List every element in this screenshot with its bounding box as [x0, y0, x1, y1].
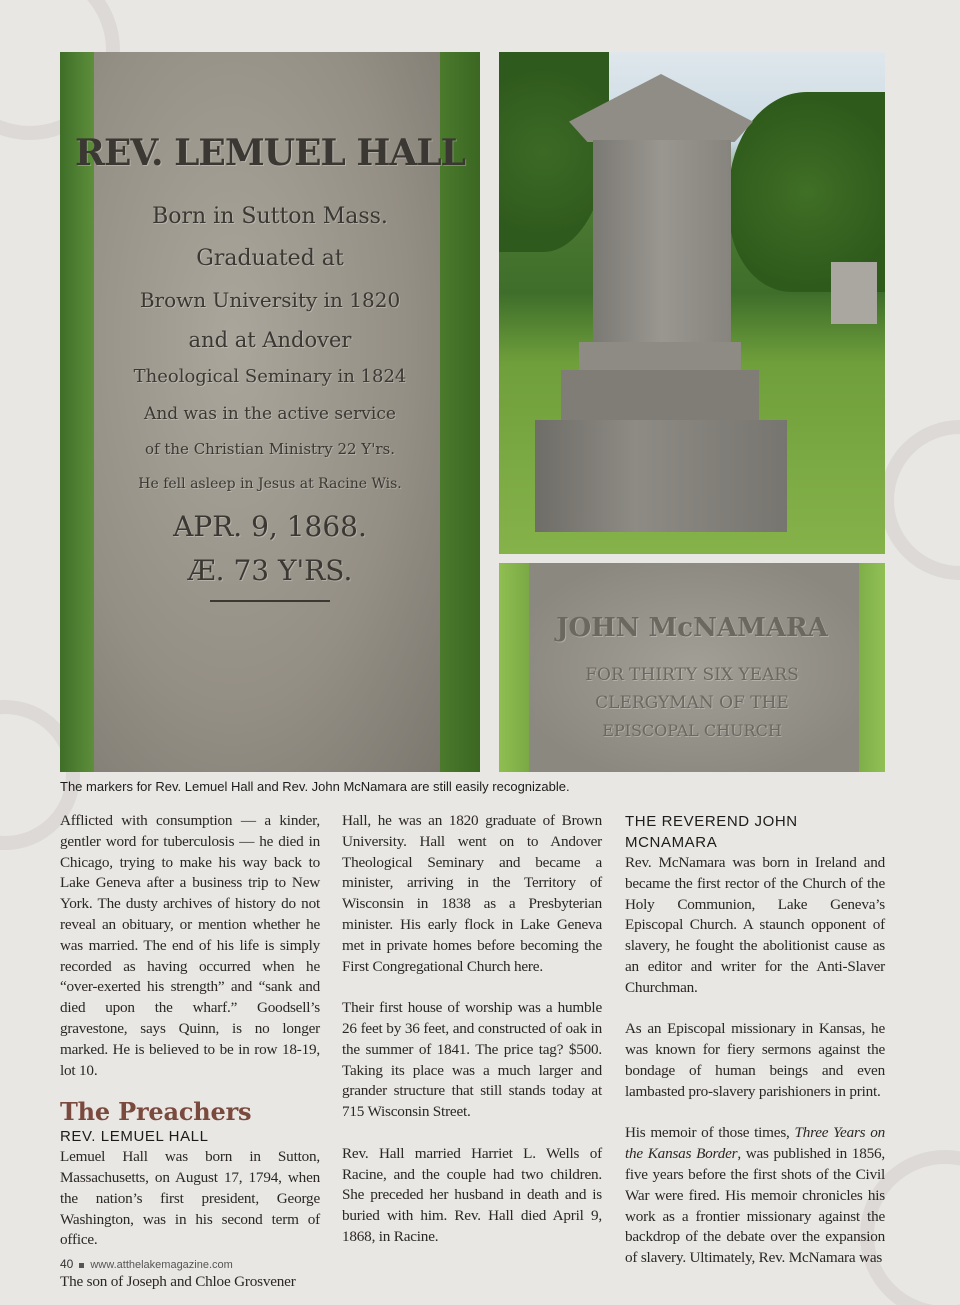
small-headstone	[831, 262, 877, 324]
photo-caption: The markers for Rev. Lemuel Hall and Rev. John McNamara are still easily recognizable.	[60, 779, 570, 794]
paragraph: As an Episcopal missionary in Kansas, he was known for fiery sermons against the bondage of human beings and even lambasted pro-slavery parishioners in print.	[625, 1020, 885, 1100]
hall-gravestone-photo	[60, 52, 480, 772]
paragraph: Their first house of worship was a humble 26 feet by 36 feet, and constructed of oak in the summer of 1841. The price tag? $500. Taking its place was a much larger and grander structure that still stands today at 715 Wisconsin Street.	[342, 999, 602, 1121]
article-column-3	[625, 811, 885, 1290]
mcnamara-stone-photo	[499, 563, 885, 772]
section-title: The Preachers	[60, 1097, 252, 1127]
page-footer	[60, 1257, 233, 1271]
paragraph: The son of Joseph and Chloe Grosvener	[60, 1272, 296, 1290]
book-title: Three Years on the Kansas Border	[625, 1124, 885, 1163]
hall-stone-line: Born in Sutton Mass.	[152, 204, 388, 229]
footer-url[interactable]: www.atthelakemagazine.com	[90, 1259, 233, 1271]
paragraph	[625, 1123, 885, 1269]
hall-stone-line: He fell asleep in Jesus at Racine Wis.	[138, 476, 402, 492]
paragraph-text: , was published in 1856, five years before the first shots of the Civil War were fired. His memoir chronicles his work as a frontier missionary against the backdrop of the debate over the expansion of slavery. Ultimately, Rev. McNamara was	[625, 1145, 885, 1267]
paragraph: Afflicted with consumption — a kinder, gentler word for tuberculosis — he died in Chicago, trying to make his way back to Lake Geneva after a business trip to New York. The dusty archives of history do not reveal an obituary, or mention whether he was married. The end of his life is simply recorded as having occurred when he “over-exerted his strength” and “sank and died upon the wharf.” Goodsell’s gravestone, says Quinn, is no longer marked. He is believed to be in row 18-19, lot 10.	[60, 812, 320, 1079]
hall-stone-line: and at Andover	[188, 328, 352, 352]
mcnamara-stone-line: JOHN McNAMARA	[556, 613, 828, 643]
hall-stone-line: And was in the active service	[144, 404, 396, 424]
monument-photo	[499, 52, 885, 554]
background-ornament	[880, 420, 960, 580]
monument-base-3	[535, 420, 787, 532]
monument-shaft	[593, 140, 731, 350]
paragraph: Rev. McNamara was born in Ireland and became the first rector of the Church of the Holy Communion, Lake Geneva’s Episcopal Church. A staunch opponent of slavery, he fought the abolitionist cause as an editor and writer for the Anti-Slaver Churchman.	[625, 854, 885, 996]
page-number: 40	[60, 1257, 74, 1271]
hall-stone-line: Theological Seminary in 1824	[133, 366, 407, 387]
subhead: REV. LEMUEL HALL	[60, 1128, 209, 1146]
article-column-2	[342, 811, 602, 1269]
hall-stone-line: Graduated at	[196, 246, 344, 271]
hall-stone-divider	[210, 600, 330, 602]
monument-base-2	[561, 370, 759, 424]
mcnamara-stone-line: CLERGYMAN OF THE	[595, 693, 789, 713]
subhead: THE REVEREND JOHN MCNAMARA	[625, 813, 798, 851]
paragraph: Rev. Hall married Harriet L. Wells of Racine, and the couple had two children. She preceded her husband in death and is buried with him. Rev. Hall died April 9, 1868, in Racine.	[342, 1144, 602, 1245]
mcnamara-stone-line: FOR THIRTY SIX YEARS	[585, 665, 799, 685]
hall-stone-line: of the Christian Ministry 22 Y'rs.	[145, 440, 395, 458]
hall-stone-line: APR. 9, 1868.	[173, 510, 367, 543]
hall-stone-line: Brown University in 1820	[139, 288, 401, 312]
mcnamara-stone-line: EPISCOPAL CHURCH	[602, 721, 782, 740]
paragraph: Lemuel Hall was born in Sutton, Massachusetts, on August 17, 1794, when the nation’s first president, George Washington, was in his second term of office.	[60, 1148, 320, 1249]
article-column-1	[60, 811, 320, 1305]
footer-separator	[79, 1263, 84, 1268]
hall-stone-line: REV. LEMUEL HALL	[75, 132, 465, 174]
paragraph: Hall, he was an 1820 graduate of Brown University. Hall went on to Andover Theological Seminary and became a minister, arriving in the Territory of Wisconsin in 1838 as a Presbyterian minister. His early flock in Lake Geneva met in private homes before becoming the First Congregational Church here.	[342, 812, 602, 975]
hall-stone-line: Æ. 73 Y'RS.	[187, 554, 353, 587]
paragraph-text: His memoir of those times,	[625, 1124, 795, 1142]
